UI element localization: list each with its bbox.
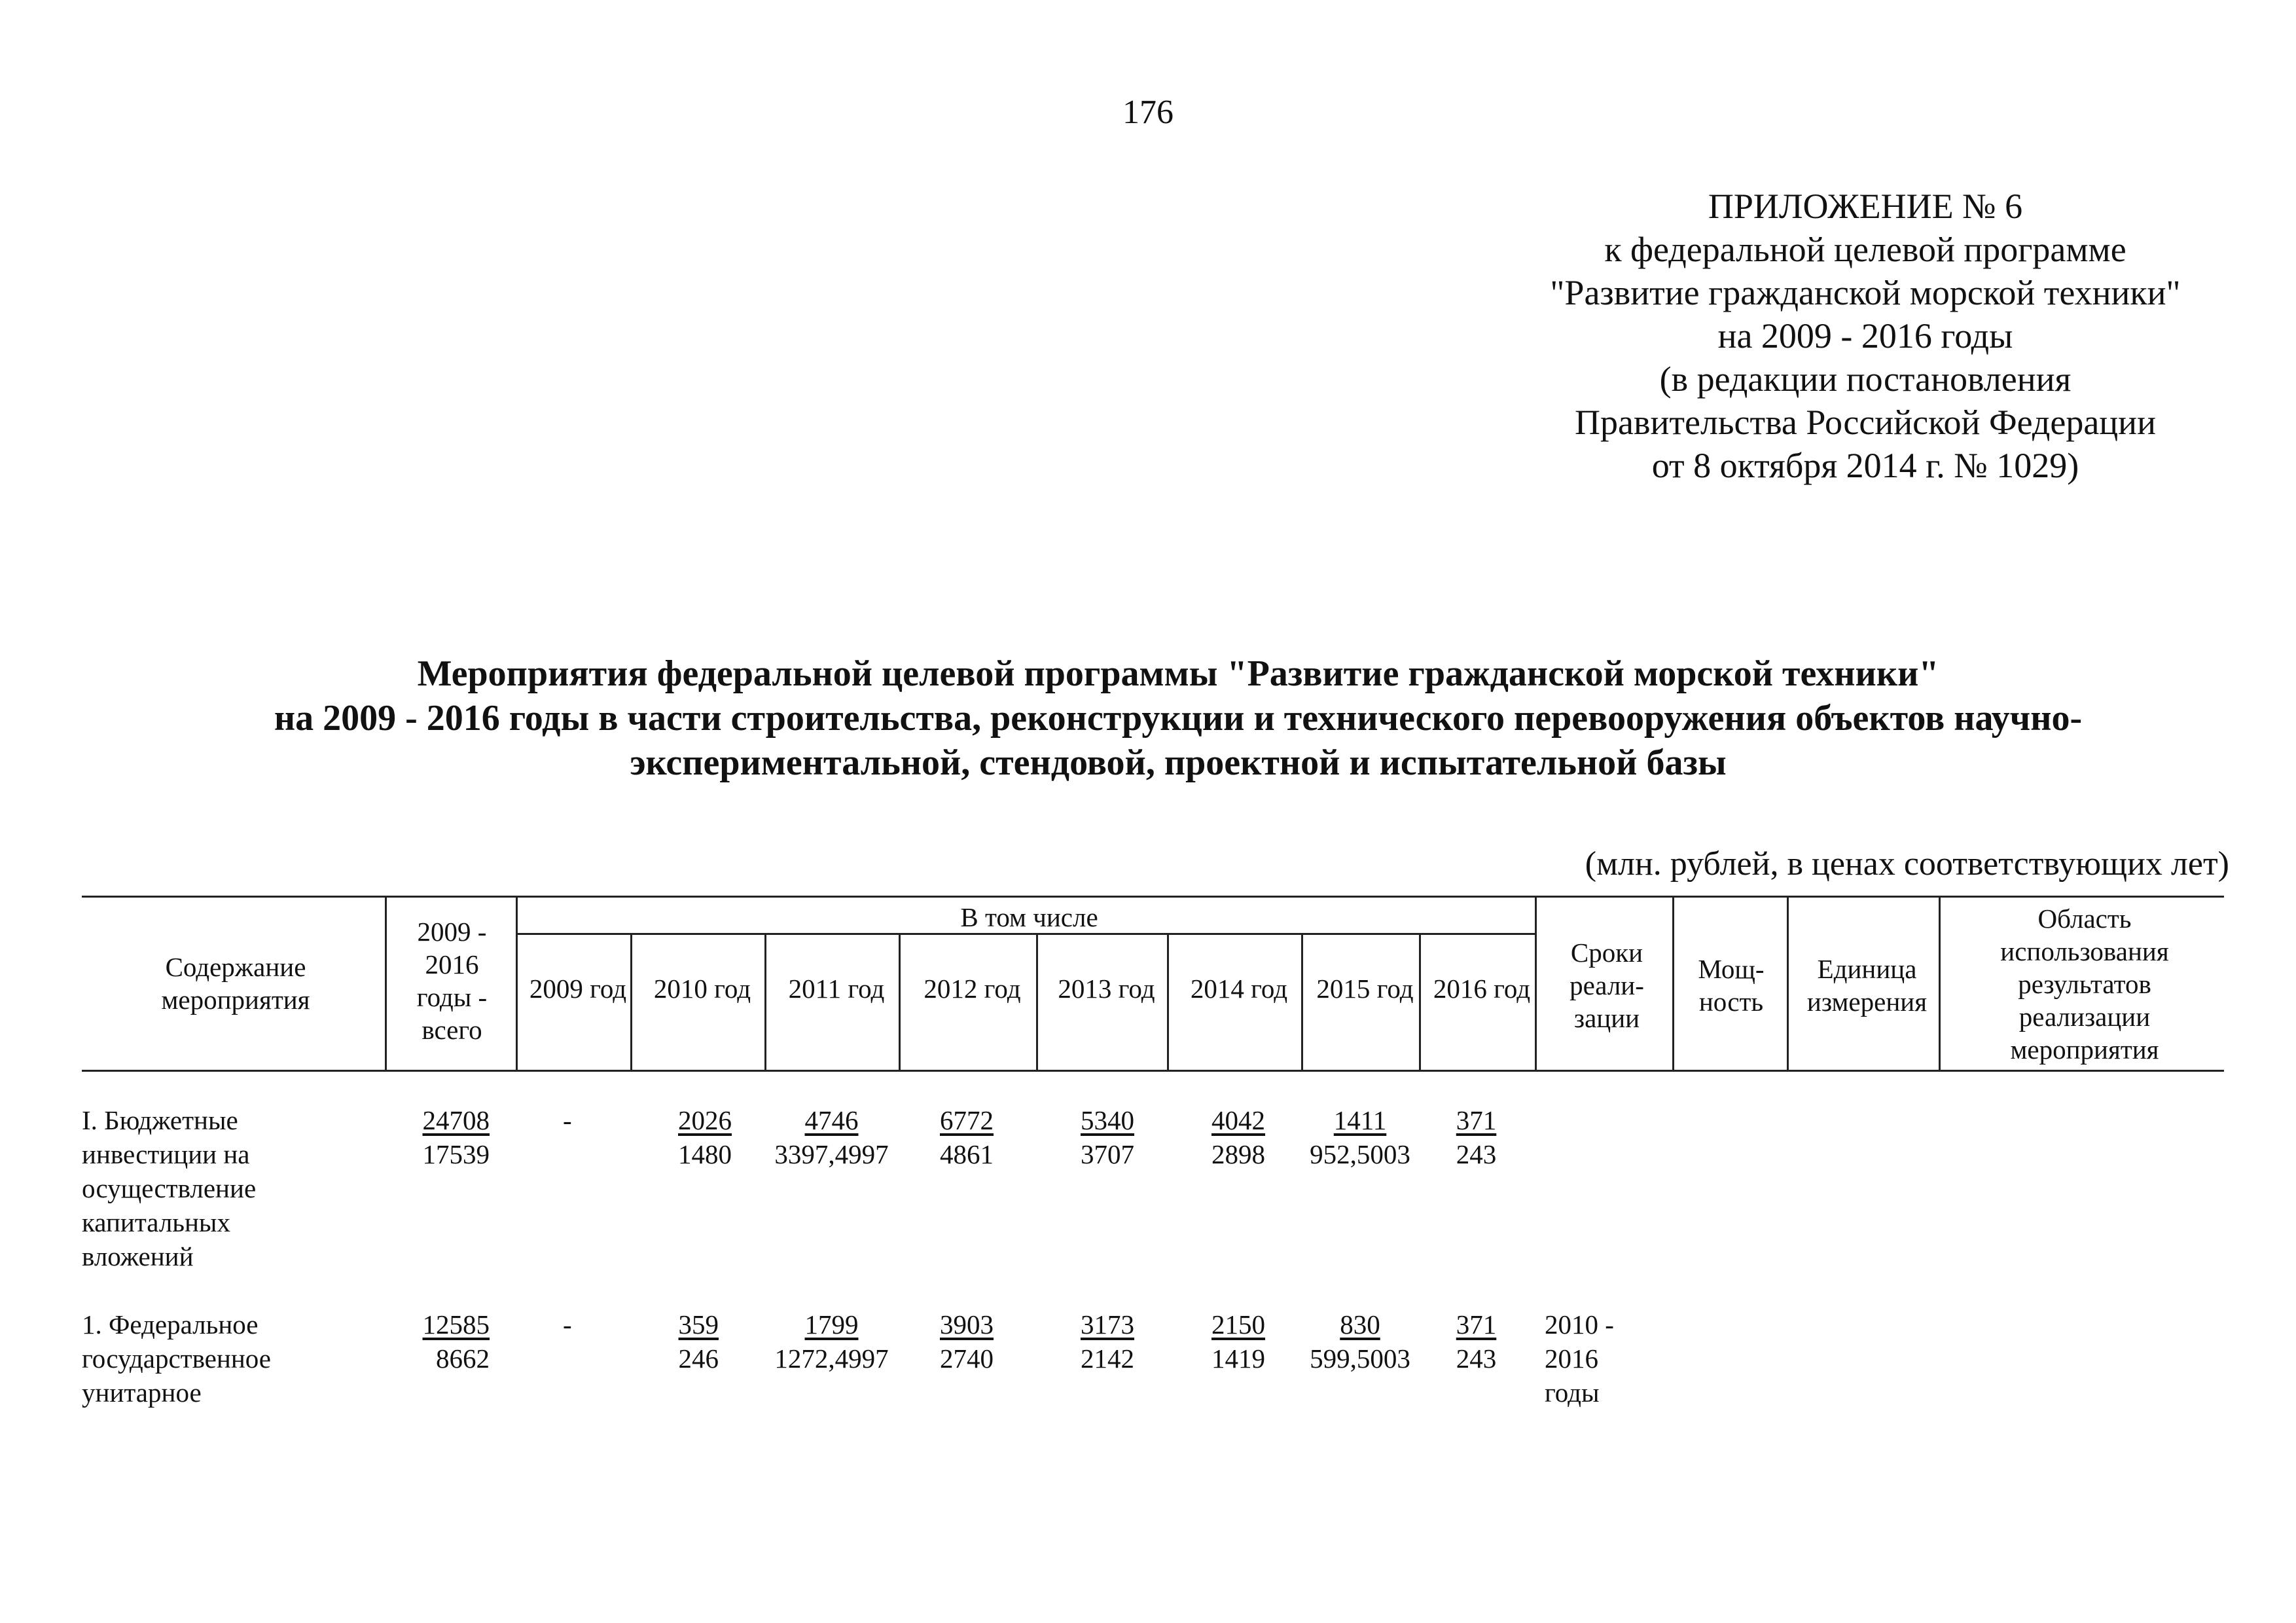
header-year-2009: 2009 год — [529, 974, 627, 1004]
table-top-border — [82, 896, 2224, 898]
year-2012-value — [899, 1103, 994, 1171]
appendix-line: (в редакции постановления — [1659, 359, 2072, 399]
year-2013-value — [1036, 1103, 1134, 1171]
col-divider — [1419, 933, 1421, 1071]
header-year-2011: 2011 год — [788, 974, 885, 1004]
planned-value: 4746 — [804, 1105, 859, 1135]
year-2009-value: - — [563, 1105, 572, 1135]
actual-value: 1480 — [678, 1139, 732, 1169]
col-divider — [1167, 933, 1169, 1071]
planned-value: 371 — [1456, 1105, 1497, 1135]
planned-value: 2026 — [678, 1105, 732, 1135]
col-divider — [385, 896, 387, 1071]
col-divider — [1939, 896, 1941, 1071]
appendix-block — [1505, 185, 2225, 487]
actual-value: 243 — [1456, 1139, 1497, 1169]
year-2011-value — [764, 1103, 899, 1171]
row-total — [385, 1103, 490, 1171]
total-planned: 24708 — [422, 1105, 490, 1135]
actual-value: 2740 — [940, 1343, 994, 1374]
header-capacity: Мощ- ность — [1698, 954, 1765, 1017]
document-title — [196, 651, 2160, 785]
row-label: I. Бюджетные инвестиции на осуществление капитальных вложений — [82, 1105, 257, 1271]
planned-value: 3903 — [940, 1309, 994, 1340]
header-total: 2009 - 2016 годы - всего — [416, 917, 488, 1045]
actual-value: 3397,4997 — [774, 1139, 889, 1169]
header-year-2013: 2013 год — [1058, 974, 1155, 1004]
planned-value: 371 — [1456, 1309, 1497, 1340]
year-2016-value — [1419, 1103, 1534, 1171]
col-divider — [1672, 896, 1674, 1071]
planned-value: 4042 — [1211, 1105, 1265, 1135]
appendix-line: к федеральной целевой программе — [1604, 230, 2126, 269]
year-2015-value — [1301, 1103, 1419, 1171]
appendix-line: ПРИЛОЖЕНИЕ № 6 — [1708, 187, 2023, 226]
appendix-line: Правительства Российской Федерации — [1575, 403, 2156, 442]
appendix-line: на 2009 - 2016 годы — [1717, 316, 2013, 356]
header-year-2012: 2012 год — [924, 974, 1021, 1004]
appendix-line: от 8 октября 2014 г. № 1029) — [1651, 446, 2079, 485]
actual-value: 3707 — [1081, 1139, 1134, 1169]
planned-value: 3173 — [1081, 1309, 1134, 1340]
col-divider — [764, 933, 766, 1071]
header-year-2010: 2010 год — [653, 974, 751, 1004]
actual-value: 1419 — [1211, 1343, 1265, 1374]
header-content: Содержание мероприятия — [161, 952, 310, 1015]
planned-value: 1411 — [1333, 1105, 1387, 1135]
actual-value: 2142 — [1081, 1343, 1134, 1374]
col-divider — [516, 896, 518, 1071]
year-2015-value — [1301, 1307, 1419, 1376]
page-number: 176 — [1122, 94, 1174, 131]
title-line: на 2009 - 2016 годы в части строительства, реконструкции и технического перевооружения объектов научно- — [274, 698, 2083, 739]
year-2010-value — [630, 1307, 719, 1376]
col-divider — [899, 933, 901, 1071]
units-note: (млн. рублей, в ценах соответствующих лет) — [1585, 845, 2229, 883]
actual-value: 243 — [1456, 1343, 1497, 1374]
total-actual: 17539 — [422, 1139, 490, 1169]
col-divider — [1535, 896, 1537, 1071]
total-planned: 12585 — [422, 1309, 490, 1340]
planned-value: 5340 — [1081, 1105, 1134, 1135]
actual-value: 246 — [678, 1343, 719, 1374]
planned-value: 6772 — [940, 1105, 994, 1135]
col-divider — [630, 933, 632, 1071]
row-label: 1. Федеральное государственное унитарное — [82, 1309, 271, 1408]
appendix-line: "Развитие гражданской морской техники" — [1550, 273, 2181, 312]
planned-value: 2150 — [1211, 1309, 1265, 1340]
header-bottom-border — [82, 1070, 2224, 1072]
year-2012-value — [899, 1307, 994, 1376]
header-unit: Единица измерения — [1806, 954, 1928, 1017]
header-terms: Сроки реали- зации — [1570, 938, 1644, 1033]
header-year-2014: 2014 год — [1190, 974, 1288, 1004]
col-divider — [1301, 933, 1303, 1071]
actual-value: 599,5003 — [1310, 1343, 1410, 1374]
header-area: Область использования результатов реализации мероприятия — [2000, 903, 2169, 1065]
actual-value: 2898 — [1211, 1139, 1265, 1169]
year-2016-value — [1419, 1307, 1534, 1376]
year-2014-value — [1167, 1103, 1265, 1171]
total-actual: 8662 — [436, 1343, 490, 1374]
year-2009-value: - — [563, 1309, 572, 1340]
col-divider — [1036, 933, 1038, 1071]
year-2014-value — [1167, 1307, 1265, 1376]
col-divider — [1787, 896, 1789, 1071]
planned-value: 830 — [1340, 1309, 1380, 1340]
actual-value: 1272,4997 — [774, 1343, 889, 1374]
year-2013-value — [1036, 1307, 1134, 1376]
year-2010-value — [630, 1103, 732, 1171]
year-2011-value — [764, 1307, 899, 1376]
header-group: В том числе — [960, 902, 1098, 932]
title-line: экспериментальной, стендовой, проектной и испытательной базы — [630, 742, 1727, 783]
actual-value: 4861 — [940, 1139, 994, 1169]
header-year-2015: 2015 год — [1316, 974, 1414, 1004]
header-year-2016: 2016 год — [1433, 974, 1531, 1004]
planned-value: 359 — [678, 1309, 719, 1340]
actual-value: 952,5003 — [1310, 1139, 1410, 1169]
row-terms: 2010 - 2016 годы — [1545, 1309, 1614, 1408]
title-line: Мероприятия федеральной целевой программы "Развитие гражданской морской техники" — [417, 653, 1939, 694]
planned-value: 1799 — [804, 1309, 859, 1340]
row-total — [385, 1307, 490, 1376]
